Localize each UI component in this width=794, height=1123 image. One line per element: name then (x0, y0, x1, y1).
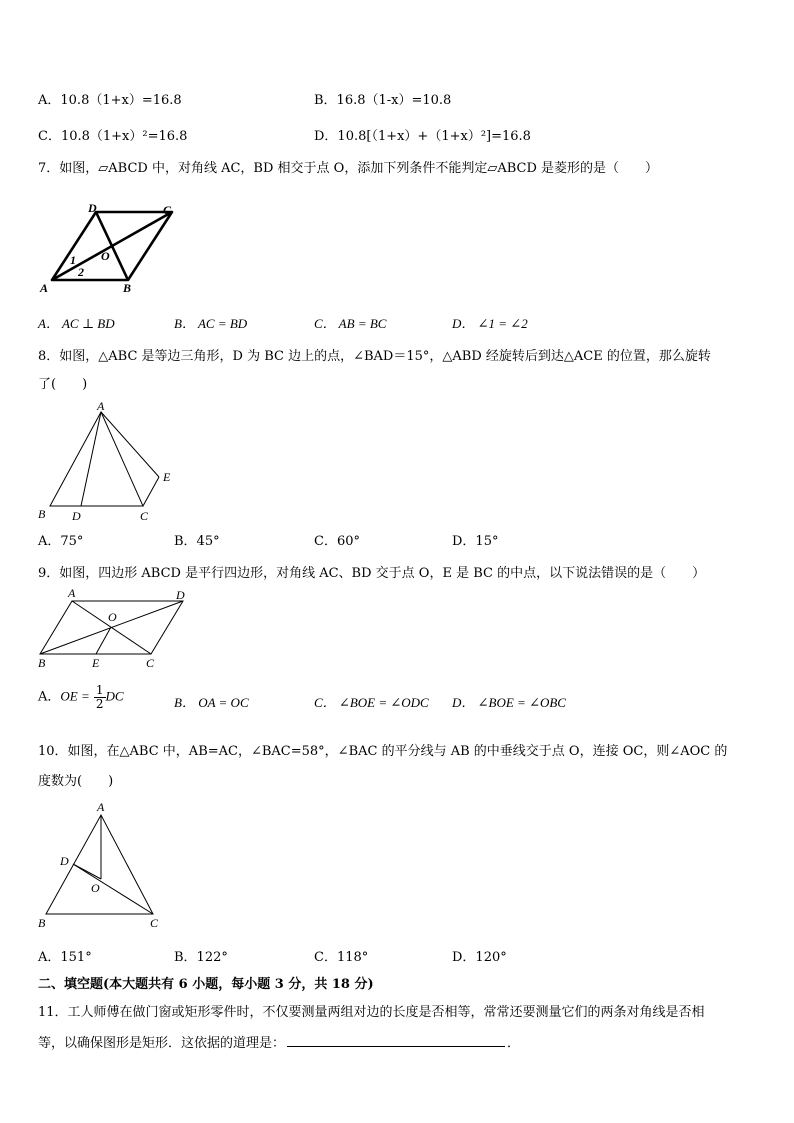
q10-label-d: D (60, 854, 69, 868)
q9-label-c: C (146, 656, 155, 670)
q9-label-o: O (108, 610, 117, 624)
q10-label-c: C (150, 916, 159, 930)
q8-label-a: A (97, 399, 105, 413)
q9-option-a (38, 684, 124, 710)
q9-option-a-lhs: OE = (60, 688, 90, 704)
q6-option-a: A．10.8（1+x）=16.8 (38, 93, 182, 108)
q7-label-b: B (123, 281, 132, 295)
q9-option-a-prefix: A． (38, 689, 61, 705)
q10-label-a: A (97, 800, 105, 814)
q6-option-c: C．10.8（1+x）²=16.8 (38, 129, 188, 144)
q9-option-d: D． ∠BOE = ∠OBC (452, 695, 566, 710)
q7-option-b: B． AC = BD (174, 316, 248, 331)
q10-label-b: B (38, 916, 46, 930)
q10-option-c: C．118° (314, 950, 369, 965)
q8-label-d: D (72, 509, 81, 523)
q6-option-d: D．10.8[（1+x）+（1+x）²]=16.8 (314, 129, 531, 144)
q11-line2-end: ． (507, 1036, 521, 1051)
q7-parallelogram-figure (38, 198, 188, 298)
q11-answer-blank[interactable] (287, 1034, 505, 1047)
q7-label-1: 1 (70, 253, 76, 267)
q7-label-a: A (40, 281, 49, 295)
q6-option-b: B．16.8（1-x）=10.8 (314, 93, 452, 108)
q10-option-a: A．151° (38, 950, 92, 965)
q9-label-d: D (176, 588, 185, 602)
q8-label-e: E (163, 470, 171, 484)
q8-label-c: C (140, 509, 149, 523)
q9-option-c: C． ∠BOE = ∠ODC (314, 695, 429, 710)
q8-option-b: B．45° (174, 534, 220, 549)
q9-fraction-denominator: 2 (95, 696, 104, 711)
q7-label-2: 2 (78, 265, 84, 279)
q8-option-d: D．15° (452, 534, 499, 549)
q10-label-o: O (91, 881, 100, 895)
q9-label-b: B (38, 656, 46, 670)
q9-label-a: A (68, 586, 76, 600)
q7-stem: 7．如图，▱ABCD 中，对角线 AC，BD 相交于点 O，添加下列条件不能判定▱ABCD 是菱形的是（ ） (38, 161, 659, 176)
q9-option-a-rhs: DC (105, 688, 124, 704)
q11-line2-text: 等，以确保图形是矩形．这依据的道理是： (38, 1036, 286, 1051)
q9-parallelogram-figure (36, 585, 196, 670)
section-heading-fill-blank: 二、填空题(本大题共有 6 小题，每小题 3 分，共 18 分) (38, 977, 374, 992)
q10-stem-line2: 度数为( ) (38, 774, 114, 789)
q8-stem-line2: 了( ) (38, 377, 88, 392)
q8-stem-line1: 8．如图，△ABC 是等边三角形，D 为 BC 边上的点，∠BAD＝15°，△ABD 经旋转后到达△ACE 的位置，那么旋转 (38, 349, 711, 364)
q10-option-b: B．122° (174, 950, 228, 965)
q7-option-d: D． ∠1 = ∠2 (452, 316, 528, 331)
q10-stem-line1: 10．如图，在△ABC 中，AB=AC，∠BAC=58°，∠BAC 的平分线与 AB 的中垂线交于点 O，连接 OC，则∠AOC 的 (38, 744, 728, 759)
q7-option-a: A． AC ⊥ BD (38, 316, 115, 331)
q7-label-o: O (101, 249, 110, 263)
q9-option-a-fraction (94, 684, 106, 710)
q7-label-d: D (88, 201, 97, 215)
q10-option-d: D．120° (452, 950, 507, 965)
q8-option-a: A．75° (38, 534, 84, 549)
q9-option-b: B． OA = OC (174, 695, 249, 710)
q9-label-e: E (92, 656, 100, 670)
q8-triangle-figure (36, 400, 186, 525)
q7-option-c: C． AB = BC (314, 316, 387, 331)
q9-stem: 9．如图，四边形 ABCD 是平行四边形，对角线 AC、BD 交于点 O，E 是 BC 的中点，以下说法错误的是（ ） (38, 566, 706, 581)
q8-option-c: C．60° (314, 534, 360, 549)
q10-triangle-figure (36, 797, 176, 937)
q8-label-b: B (38, 507, 46, 521)
q7-label-c: C (163, 203, 172, 217)
q9-fraction-numerator: 1 (95, 683, 104, 697)
q11-line1: 11．工人师傅在做门窗或矩形零件时，不仅要测量两组对边的长度是否相等，常常还要测量它们的两条对角线是否相 (38, 1005, 705, 1020)
q11-line2 (38, 1032, 520, 1051)
